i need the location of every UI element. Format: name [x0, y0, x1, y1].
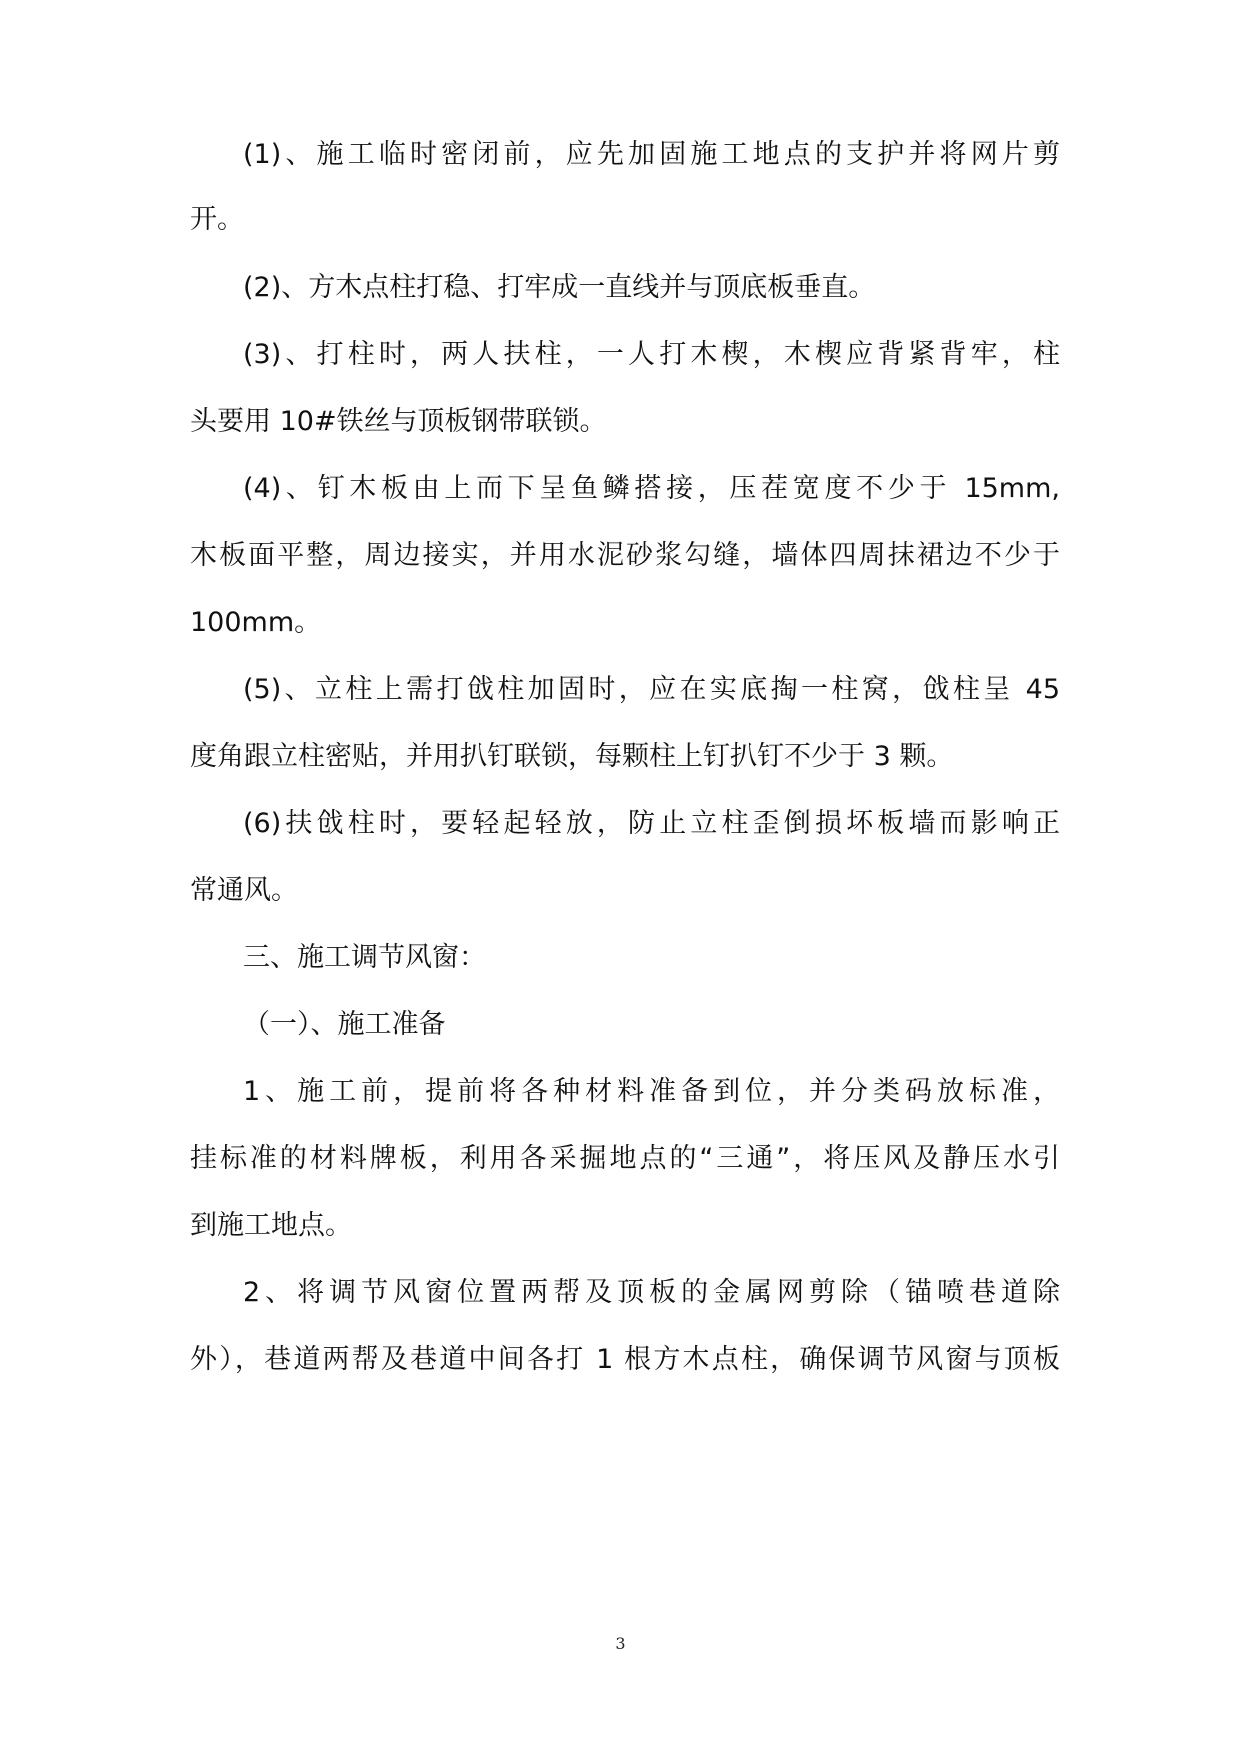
- text-line: 度角跟立柱密贴，并用扒钉联锁，每颗柱上钉扒钉不少于 3 颗。: [190, 741, 954, 772]
- subsection-heading: （一）、施工准备: [243, 1009, 446, 1040]
- text-line: (2)、方木点柱打稳、打牢成一直线并与顶底板垂直。: [243, 272, 876, 303]
- text-line: 挂标准的材料牌板，利用各采掘地点的“三通”，将压风及静压水引: [190, 1143, 1060, 1174]
- text-line: 头要用 10#铁丝与顶板钢带联锁。: [190, 406, 607, 437]
- text-line: 开。: [190, 204, 244, 235]
- text-line: (6)扶戗柱时，要轻起轻放，防止立柱歪倒损坏板墙而影响正: [243, 808, 1060, 839]
- text-line: 2、将调节风窗位置两帮及顶板的金属网剪除（锚喷巷道除: [243, 1277, 1060, 1308]
- text-line: (5)、立柱上需打戗柱加固时，应在实底掏一柱窝，戗柱呈 45: [243, 674, 1060, 705]
- text-line: (3)、打柱时，两人扶柱，一人打木楔，木楔应背紧背牢，柱: [243, 339, 1060, 370]
- text-line: 常通风。: [190, 875, 298, 906]
- text-line: 外），巷道两帮及巷道中间各打 1 根方木点柱，确保调节风窗与顶板: [190, 1344, 1060, 1375]
- text-line: (1)、施工临时密闭前，应先加固施工地点的支护并将网片剪: [243, 139, 1060, 170]
- text-line: 1、施工前，提前将各种材料准备到位，并分类码放标准，: [243, 1076, 1060, 1107]
- section-heading: 三、施工调节风窗：: [243, 942, 486, 973]
- text-line: 100mm。: [190, 607, 322, 638]
- page-number: 3: [615, 1634, 626, 1653]
- text-line: 木板面平整，周边接实，并用水泥砂浆勾缝，墙体四周抹裙边不少于: [190, 540, 1060, 571]
- text-line: 到施工地点。: [190, 1210, 352, 1241]
- text-line: (4)、钉木板由上而下呈鱼鳞搭接，压茬宽度不少于 15mm,: [243, 473, 1060, 504]
